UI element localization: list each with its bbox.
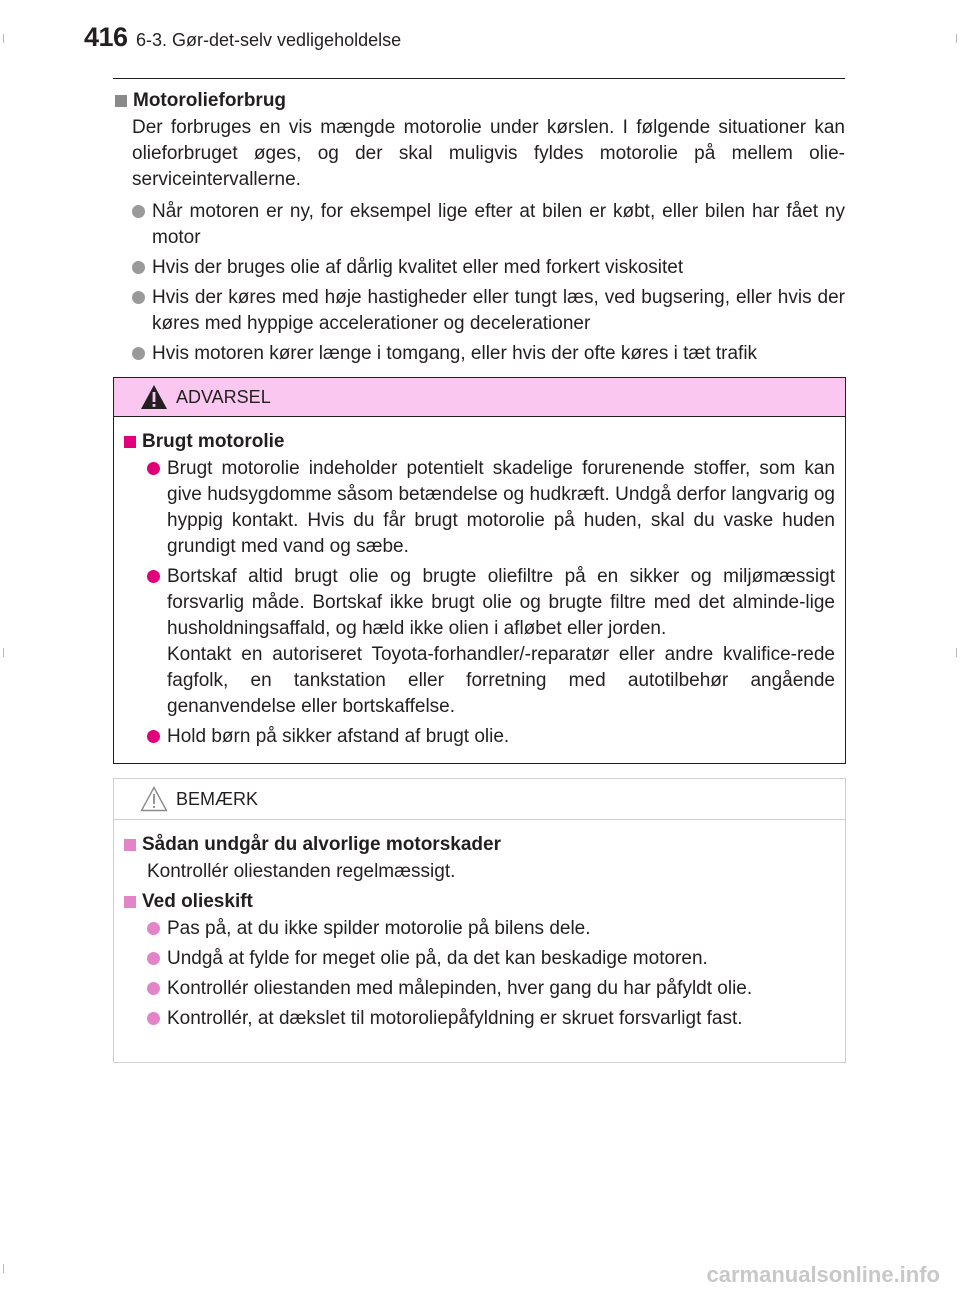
warning-bullet-list [124, 456, 835, 750]
note-text-1: Kontrollér oliestanden regelmæssigt. [147, 861, 456, 882]
list-item [132, 199, 845, 251]
square-bullet-icon [124, 839, 136, 851]
list-item-text [167, 564, 835, 720]
crop-mark [3, 648, 4, 657]
caution-triangle-icon [140, 786, 168, 812]
list-item-text: Hvis motoren kører længe i tomgang, eller hvis der ofte køres i tæt trafik [152, 343, 758, 364]
list-item [132, 285, 845, 337]
list-item-text: Hold børn på sikker afstand af brugt olie. [167, 726, 510, 747]
note-heading-2-text: Ved olieskift [142, 891, 253, 912]
square-bullet-icon [115, 95, 127, 107]
dot-bullet-icon [147, 982, 160, 995]
header-rule [113, 78, 845, 79]
warning-triangle-icon [140, 384, 168, 410]
dot-bullet-icon [147, 462, 160, 475]
square-bullet-icon [124, 436, 136, 448]
list-item [147, 724, 835, 750]
list-item-text: Kontrollér oliestanden med målepinden, hver gang du har påfyldt olie. [167, 978, 753, 999]
list-item [147, 916, 835, 942]
list-item-text: Undgå at fylde for meget olie på, da det kan beskadige motoren. [167, 948, 708, 969]
list-item-text-part: Bortskaf altid brugt olie og brugte oliefiltre på en sikker og miljømæssigt forsvarlig måde. Bortskaf ikke brugt olie og brugte filtre med det alminde-lige husholdningsaffald, og hæld ikke olien i afløbet eller jorden. [167, 566, 835, 639]
note-box [113, 778, 846, 1063]
list-item [147, 564, 835, 720]
list-item-extra-text: Kontakt en autoriseret Toyota-forhandler/-reparatør eller andre kvalifice-rede fagfolk, en tankstation eller forretning med autotilbehør angående genanvendelse eller bortskaffelse. [167, 644, 835, 717]
list-item-text: Hvis der køres med høje hastigheder eller tungt læs, ved bugsering, eller hvis der køres med hyppige accelerationer og decelerationer [152, 287, 845, 334]
warning-label: ADVARSEL [176, 386, 271, 407]
dot-bullet-icon [132, 347, 145, 360]
dot-bullet-icon [132, 261, 145, 274]
list-item-text: Når motoren er ny, for eksempel lige efter at bilen er købt, eller bilen har fået ny motor [152, 201, 845, 248]
note-heading-1 [124, 834, 835, 856]
main-heading-text: Motorolieforbrug [133, 90, 287, 111]
main-bullet-list [113, 199, 845, 367]
list-item-text: Hvis der bruges olie af dårlig kvalitet eller med forkert viskositet [152, 257, 684, 278]
dot-bullet-icon [147, 1012, 160, 1025]
crop-mark [3, 34, 4, 43]
dot-bullet-icon [132, 291, 145, 304]
main-heading [113, 90, 845, 112]
crop-mark [956, 34, 957, 43]
crop-mark [3, 1264, 4, 1273]
warning-box [113, 377, 846, 764]
main-content [113, 90, 845, 371]
note-label: BEMÆRK [176, 788, 259, 809]
list-item-text: Kontrollér, at dækslet til motoroliepåfyldning er skruet forsvarligt fast. [167, 1008, 743, 1029]
main-paragraph: Der forbruges en vis mængde motorolie under kørslen. I følgende situationer kan olieforbruget øges, og der skal muligvis fyldes motorolie på mellem olie-serviceintervallerne. [132, 117, 845, 190]
dot-bullet-icon [147, 570, 160, 583]
list-item-text: Pas på, at du ikke spilder motorolie på bilens dele. [167, 918, 591, 939]
note-body [114, 820, 845, 1032]
list-item-text: Brugt motorolie indeholder potentielt skadelige forurenende stoffer, som kan give hudsygdomme såsom betændelse og hudkræft. Undgå derfor langvarig og hyppig kontakt. Hvis du får brugt motorolie på huden, skal du vaske huden grundigt med vand og sæbe. [167, 458, 835, 557]
note-header [114, 779, 845, 820]
dot-bullet-icon [147, 730, 160, 743]
dot-bullet-icon [132, 205, 145, 218]
list-item [147, 976, 835, 1002]
watermark: carmanualsonline.info [706, 1262, 940, 1287]
crop-mark [956, 648, 957, 657]
list-item [132, 341, 845, 367]
warning-heading-text: Brugt motorolie [142, 431, 285, 452]
note-bullet-list [124, 916, 835, 1032]
warning-header [114, 378, 845, 417]
note-heading-1-text: Sådan undgår du alvorlige motorskader [142, 834, 501, 855]
note-heading-2 [124, 891, 835, 913]
page-number: 416 [84, 22, 128, 52]
square-bullet-icon [124, 896, 136, 908]
list-item [132, 255, 845, 281]
list-item [147, 456, 835, 560]
dot-bullet-icon [147, 922, 160, 935]
warning-heading [124, 431, 835, 453]
warning-body [114, 417, 845, 750]
list-item [147, 946, 835, 972]
dot-bullet-icon [147, 952, 160, 965]
section-title: 6-3. Gør-det-selv vedligeholdelse [136, 30, 402, 50]
list-item [147, 1006, 835, 1032]
